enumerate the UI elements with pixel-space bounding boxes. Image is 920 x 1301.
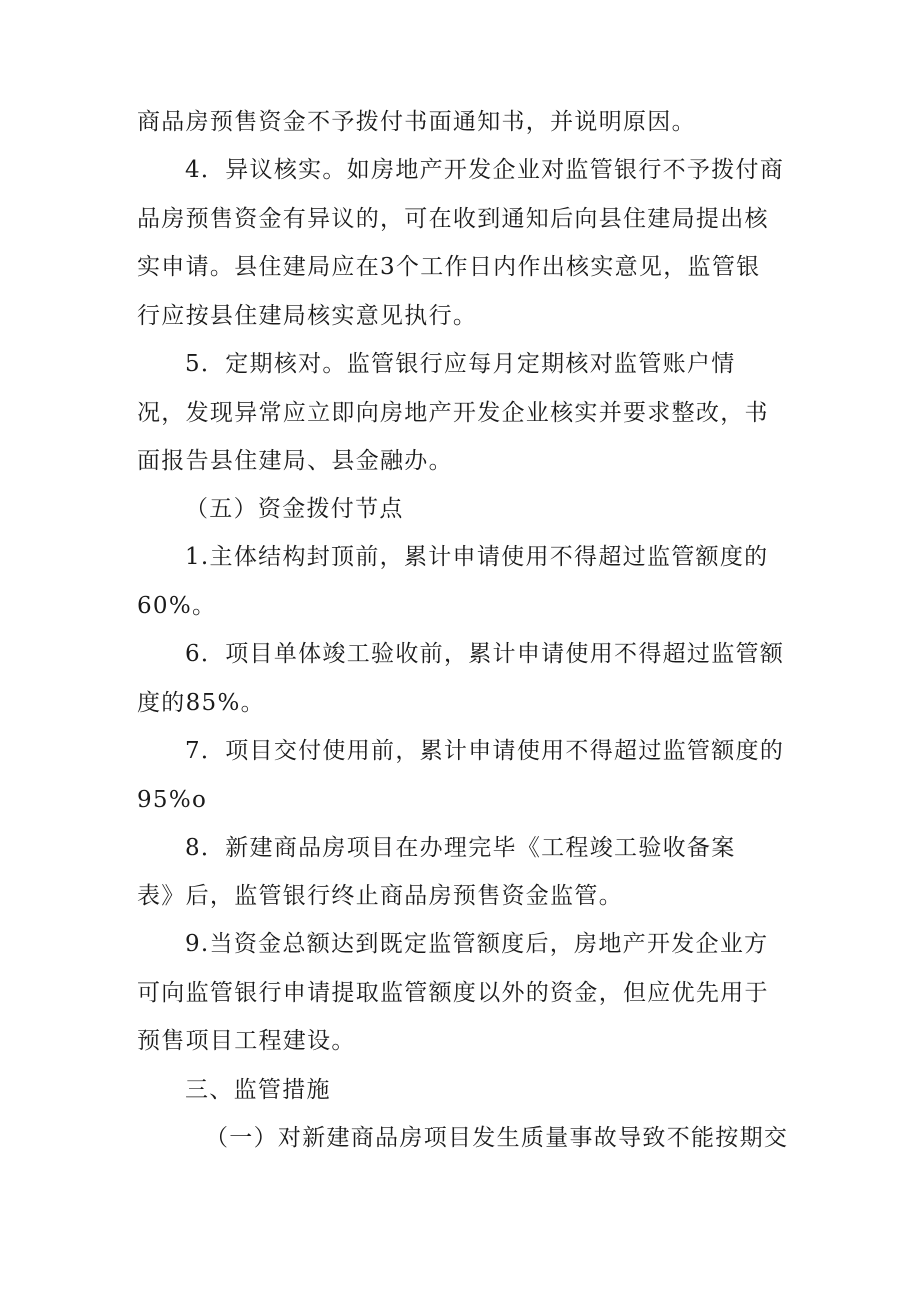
paragraph-line: 9.当资金总额达到既定监管额度后，房地产开发企业方 xyxy=(185,931,769,957)
section-heading: 三、监管措施 xyxy=(185,1077,331,1103)
paragraph-line: 6．项目单体竣工验收前，累计申请使用不得超过监管额 xyxy=(185,641,785,667)
paragraph-line: 4．异议核实。如房地产开发企业对监管银行不予拨付商 xyxy=(185,157,785,183)
paragraph-line: 行应按县住建局核实意见执行。 xyxy=(137,303,478,329)
paragraph-line: 度的85%。 xyxy=(137,690,265,716)
paragraph-line: 可向监管银行申请提取监管额度以外的资金，但应优先用于 xyxy=(137,980,769,1006)
paragraph-line: 面报告县住建局、县金融办。 xyxy=(137,448,453,474)
paragraph-line: 60%。 xyxy=(137,593,217,619)
paragraph-line: 5．定期核对。监管银行应每月定期核对监管账户情 xyxy=(185,351,736,377)
paragraph-line: 况，发现异常应立即向房地产开发企业核实并要求整改，书 xyxy=(137,400,769,426)
paragraph-line: 品房预售资金有异议的，可在收到通知后向县住建局提出核 xyxy=(137,206,769,232)
paragraph-line: 实申请。县住建局应在3个工作日内作出核实意见，监管银 xyxy=(137,254,761,280)
paragraph-line: 8．新建商品房项目在办理完毕《工程竣工验收备案 xyxy=(185,835,736,861)
paragraph-line: 1.主体结构封顶前，累计申请使用不得超过监管额度的 xyxy=(185,544,769,570)
paragraph-line: 95%o xyxy=(137,787,208,813)
paragraph-line: 7．项目交付使用前，累计申请使用不得超过监管额度的 xyxy=(185,738,785,764)
paragraph-line: 表》后，监管银行终止商品房预售资金监管。 xyxy=(137,883,623,909)
paragraph-line: 商品房预售资金不予拨付书面通知书，并说明原因。 xyxy=(137,109,696,135)
section-heading: （五）资金拨付节点 xyxy=(185,496,404,522)
paragraph-line: （一）对新建商品房项目发生质量事故导致不能按期交 xyxy=(205,1125,789,1151)
paragraph-line: 预售项目工程建设。 xyxy=(137,1028,356,1054)
